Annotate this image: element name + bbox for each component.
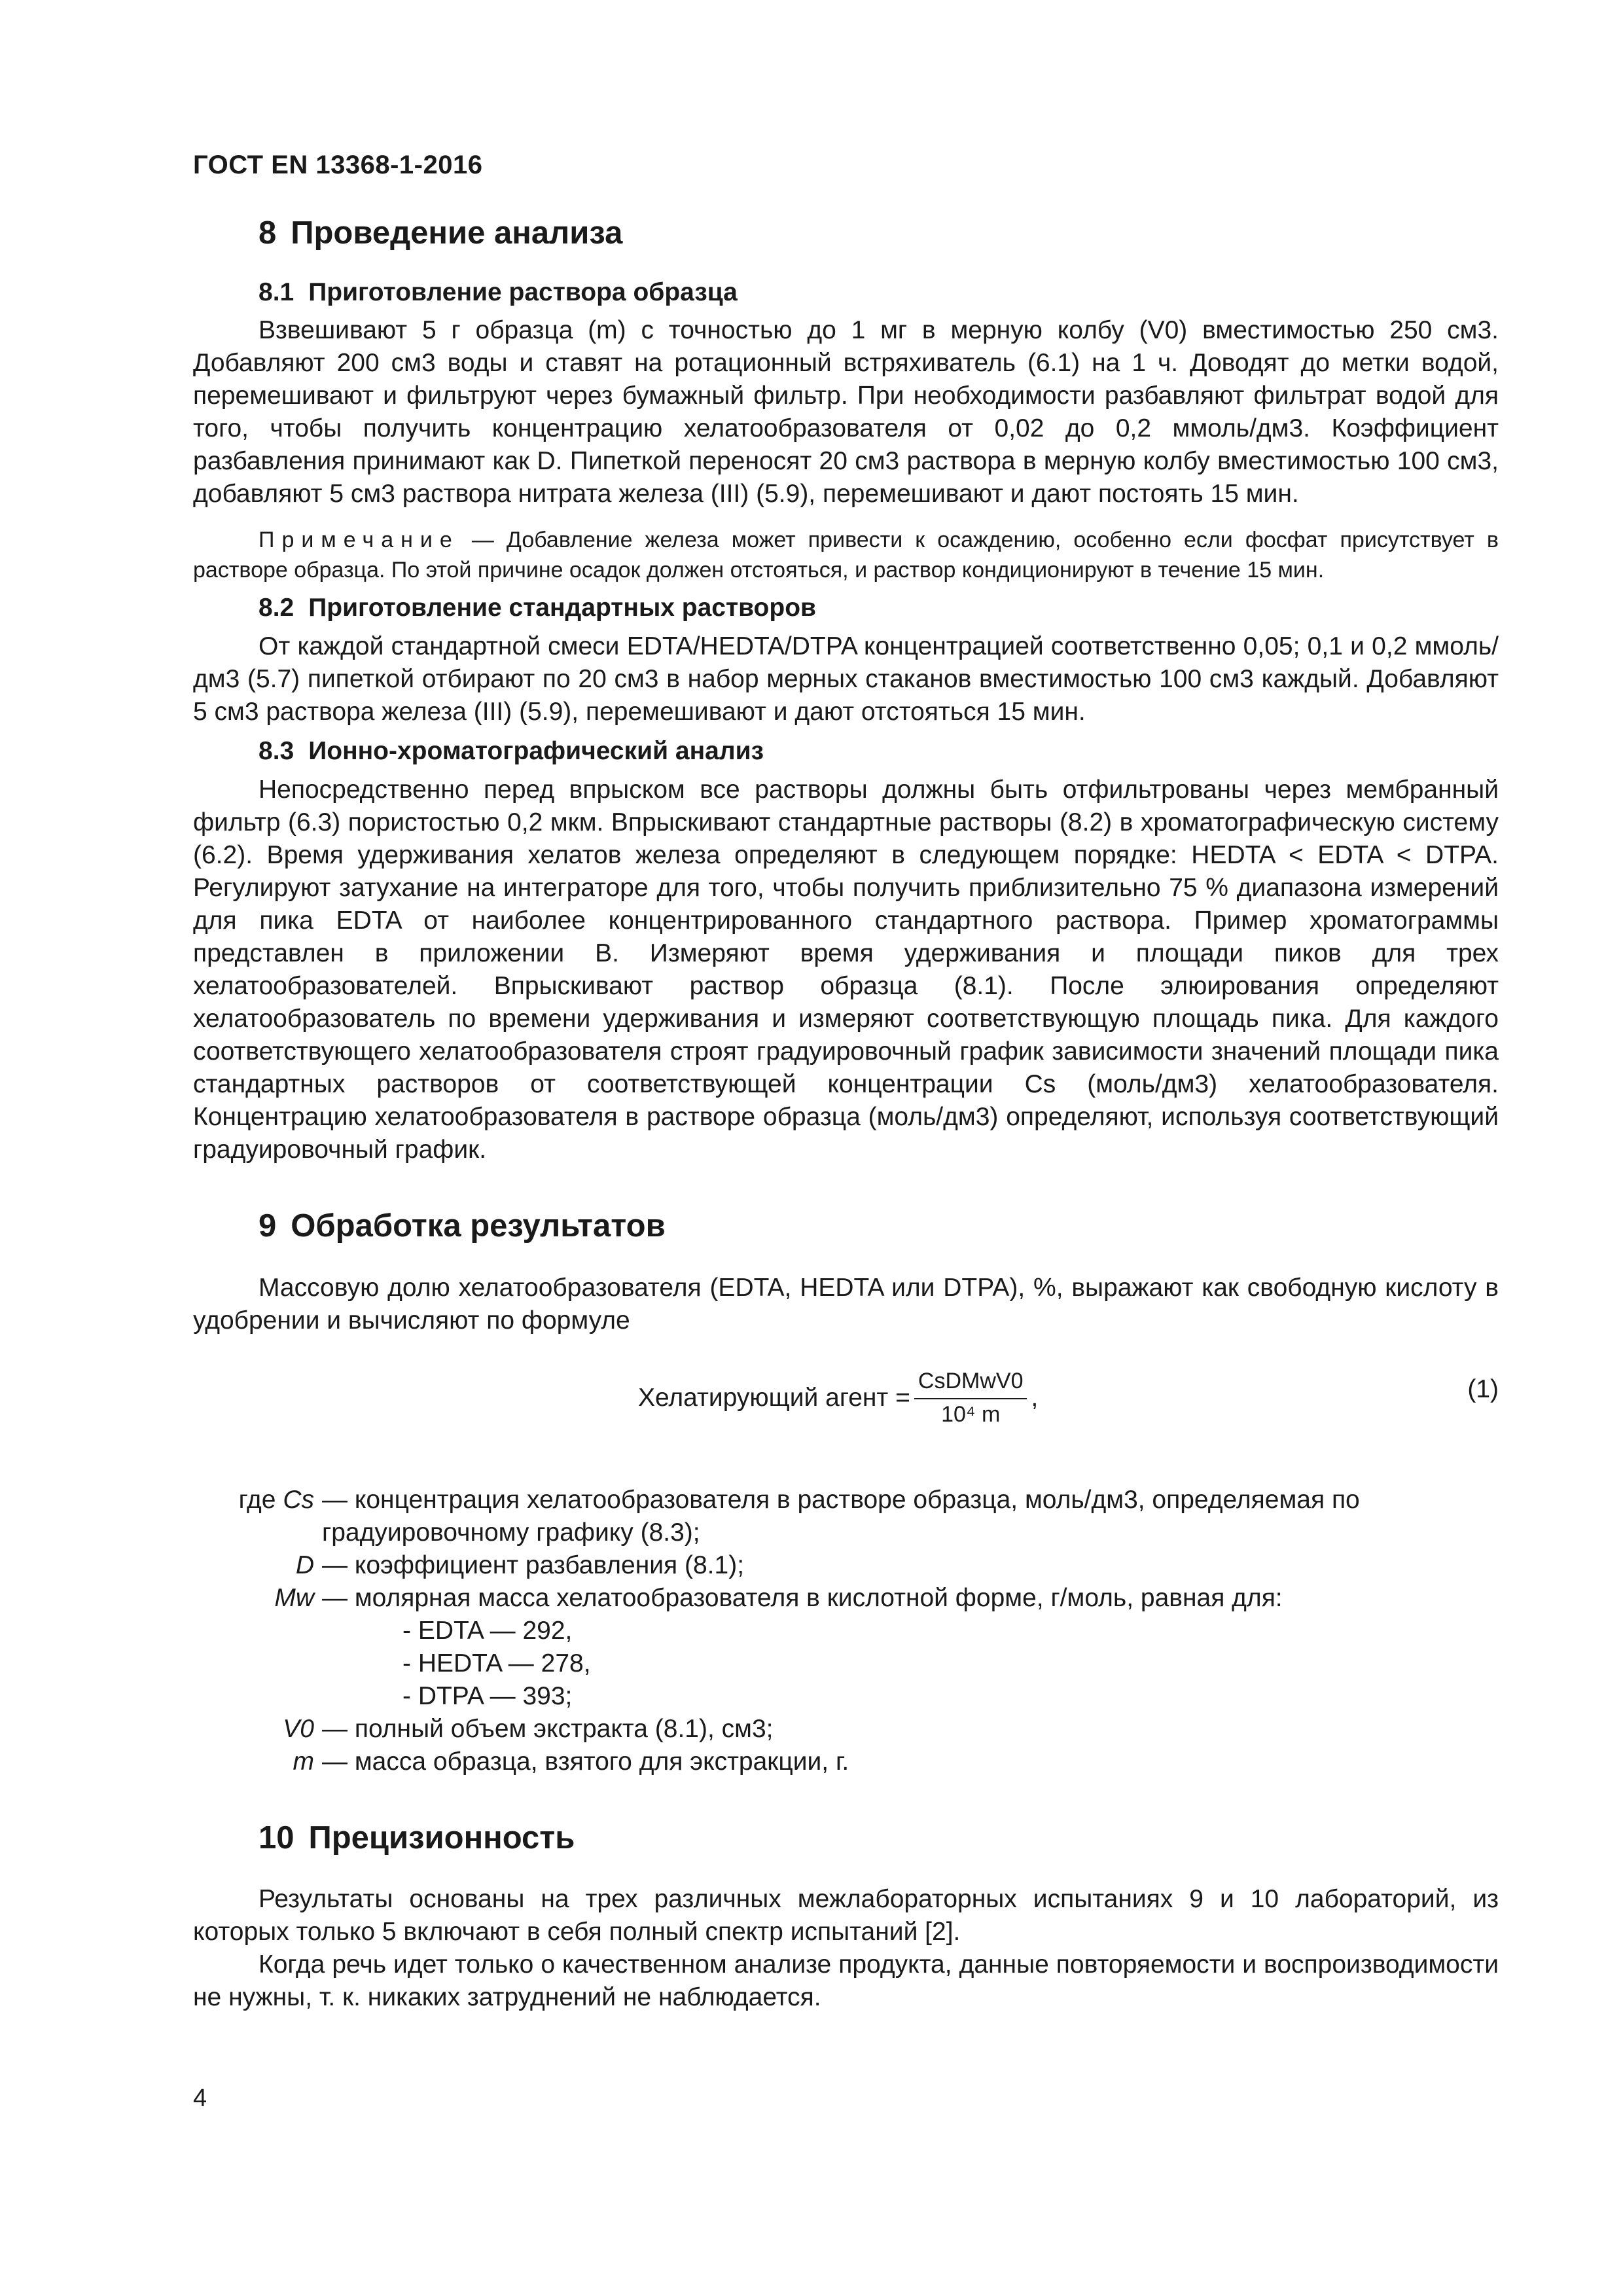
section-9-intro: Массовую долю хелатообразователя (EDTA, HEDTA или DTPA), %, выражают как свободную кислоту в удобрении и вычисляют по формуле [193,1273,1499,1335]
symbol-m: m [293,1747,314,1776]
definition-m-text: — масса образца, взятого для экстракции, г. [322,1747,849,1776]
equation-number: (1) [1467,1374,1499,1403]
symbol-v0: V0 [283,1714,314,1743]
definition-mw-text: — молярная масса хелатообразователя в кислотной форме, г/моль, равная для: [322,1583,1283,1612]
section-8-heading [193,214,1499,253]
formula-fraction [914,1369,1027,1427]
section-8-1-title: Приготовление раствора образца [308,278,738,306]
formula-body [638,1369,1038,1427]
section-10-heading [193,1819,1499,1857]
definition-v0-text: — полный объем экстракта (8.1), см3; [322,1714,774,1743]
definition-d-text: — коэффициент разбавления (8.1); [322,1551,745,1579]
definition-v0 [193,1713,1499,1746]
note-paragraph [193,525,1499,585]
definition-m [193,1746,1499,1778]
section-8-3-text: Непосредственно перед впрыском все растворы должны быть отфильтрованы через мембранный фильтр (6.3) пористостью 0,2 мкм. Впрыскивают стандартные растворы (8.2) в хроматографическую систему (6.2). Время удерживания хелатов железа определяют в следующем порядке: HEDTA < EDTA < DTPA. Регулируют затухание на интеграторе для того, чтобы получить приблизительно 75 % диапазона измерений для пика EDTA от наиболее концентрированного стандартного раствора. Пример хроматограммы представлен в приложении В. Измеряют время удерживания и площади пиков для трех хелатообразователей. Впрыскивают раствор образца (8.1). После элюирования определяют хелатообразователь по времени удерживания и измеряют соответствующую площадь пика. Для каждого соответствующего хелатообразователя строят градуировочный график зависимости значений площади пика стандартных растворов от соответствующей концентрации Cs (моль/дм3) хелатообразователя. Концентрацию хелатообразователя в растворе образца (моль/дм3) определяют, используя соответствующий градуировочный график. [193,775,1499,1164]
molar-mass-dtpa: - DTPA — 393; [402,1681,573,1710]
section-9-heading [193,1207,1499,1246]
section-8-3-heading [193,735,1499,768]
definition-cs [193,1484,1499,1549]
section-8-1-heading [193,276,1499,310]
symbol-cs: Cs [283,1485,314,1514]
note-label: Примечание [259,528,459,553]
definition-d [193,1549,1499,1582]
document-code: ГОСТ EN 13368-1-2016 [193,151,483,179]
document-page [193,151,1499,2014]
formula-denominator: 10⁴ m [941,1401,1001,1427]
section-10-paragraph-1: Результаты основаны на трех различных межлабораторных испытаниях 9 и 10 лабораторий, из которых только 5 включают в себя полный спектр испытаний [2]. [193,1885,1499,1946]
section-8-1-text: Взвешивают 5 г образца (m) с точностью до 1 мг в мерную колбу (V0) вместимостью 250 см3. Добавляют 200 см3 воды и ставят на ротационный встряхиватель (6.1) на 1 ч. Доводят до метки водой, перемешивают и фильтруют через бумажный фильтр. При необходимости разбавляют фильтрат водой для того, чтобы получить концентрацию хелатообразователя от 0,02 до 0,2 ммоль/дм3. Коэффициент разбавления принимают как D. Пипеткой переносят 20 см3 раствора в мерную колбу вместимостью 100 см3, добавляют 5 см3 раствора нитрата железа (III) (5.9), перемешивают и дают постоять 15 мин. [193,316,1499,509]
where-word: где [238,1485,276,1514]
symbol-mw: Mw [274,1583,314,1612]
section-8-2-number: 8.2 [259,594,294,622]
section-8-2-text: От каждой стандартной смеси EDTA/HEDTA/DTPA концентрацией соответственно 0,05; 0,1 и 0,2 ммоль/дм3 (5.7) пипеткой отбирают по 20 см3 в набор мерных стаканов вместимостью 100 см3 каждый. Добавляют 5 см3 раствора железа (III) (5.9), перемешивают и дают отстояться 15 мин. [193,632,1499,726]
molar-mass-hedta: - HEDTA — 278, [402,1649,591,1677]
section-9-number: 9 [259,1208,277,1244]
section-8-1-number: 8.1 [259,278,294,306]
section-8-2-title: Приготовление стандартных растворов [308,594,816,622]
formula-trailing-comma: , [1031,1383,1039,1412]
variable-definitions [193,1484,1499,1778]
section-8-2-heading [193,592,1499,625]
section-10-title: Прецизионность [308,1820,575,1856]
formula-lhs: Хелатирующий агент = [638,1383,910,1412]
section-9-title: Обработка результатов [291,1208,666,1244]
formula-1 [193,1369,1499,1447]
definition-mw [193,1582,1499,1615]
section-8-3-title: Ионно-хроматографический анализ [308,737,764,766]
section-10-number: 10 [259,1820,294,1856]
definition-cs-text: — концентрация хелатообразователя в растворе образца, моль/дм3, определяемая по градуировочному графику (8.3); [322,1485,1360,1547]
section-8-3-number: 8.3 [259,737,294,766]
section-8-number: 8 [259,215,277,251]
formula-numerator: CsDMwV0 [914,1369,1027,1399]
page-number: 4 [193,2085,207,2112]
symbol-d: D [295,1551,314,1579]
section-8-title: Проведение анализа [291,215,623,251]
section-10-paragraph-2: Когда речь идет только о качественном анализе продукта, данные повторяемости и воспроизводимости не нужны, т. к. никаких затруднений не наблюдается. [193,1950,1499,2012]
note-text: — Добавление железа может привести к осаждению, особенно если фосфат присутствует в растворе образца. По этой причине осадок должен отстояться, и раствор кондиционируют в течение 15 мин. [193,528,1499,583]
molar-mass-edta: - EDTA — 292, [402,1616,573,1645]
